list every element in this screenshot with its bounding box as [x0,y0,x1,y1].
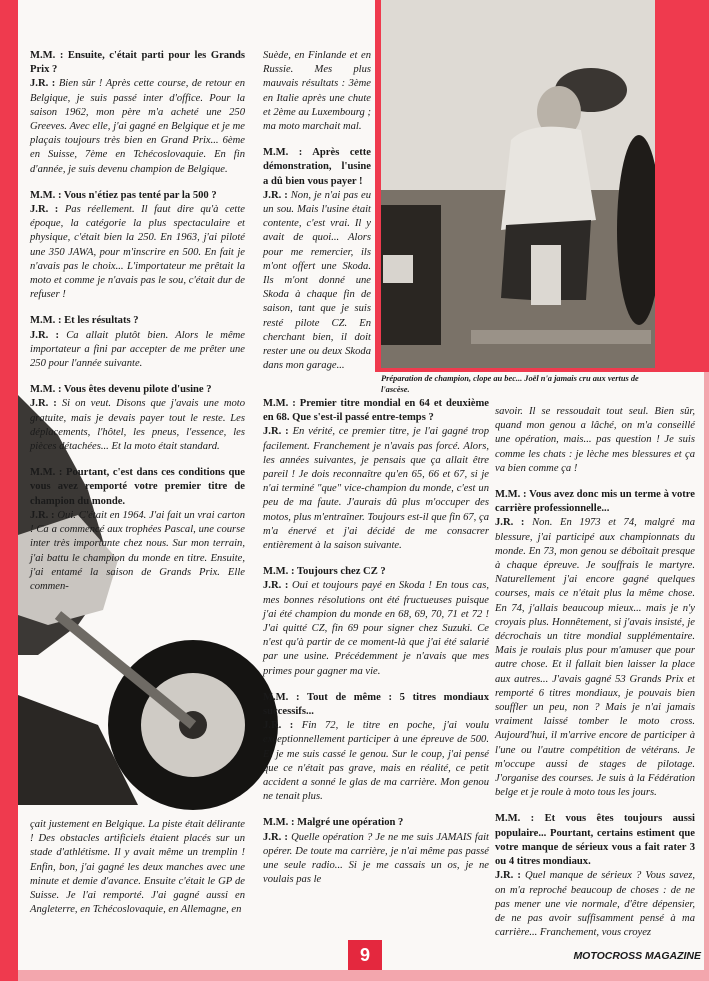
answer: Quel manque de sérieux ? Vous savez, on m'a reproché beaucoup de choses : de ne pas mener une vie normale, d'être dépensier, de ne pas avoir suffisamment pensé à ma carrière... Franchement, vous croyez [495,870,695,939]
qa-block [30,189,245,303]
answer: Non. En 1973 et 74, malgré ma blessure, j'ai participé aux championnats du monde. En 73, mon genou se déboîtait presque à chaque épreuve. Je souffrais le martyre. Naturellement j'ai encore gagné quelques courses, mais ce n'était plus la même chose. En 74, j'allais beaucoup mieux... mais je n'y croyais plus. Honnêtement, si j'avais insisté, je décrochais un titre mondial supplémentaire. Mais je roulais plus pour m'amuser que pour autre chose. Et il fallait bien laisser la place aux autres... J'avais gagné 53 Grands Prix et remporté 6 titres mondiaux, je pouvais bien souffler un peu, non ? Mais je n'ai jamais vraiment laissé tomber le moto cross. Aujourd'hui, il m'arrive encore de participer à l'une ou l'autre compétition de vétérans. Je m'occupe aussi de stages de pilotage. J'organise des courses. Je suis à la Fédération belge et je roule à moto tous les jours. [495,517,695,799]
qa-block [263,691,489,805]
answer-label: J.R. : [30,78,56,90]
left-red-border [0,0,18,981]
qa-block [30,49,245,177]
answer: Non, je n'ai pas eu un sou. Mais l'usine était contente, c'est vrai. Il y avait de quoi... Alors pour me remercier, ils m'ont offert une Skoda. Ils m'ont donné une Skoda à chaque fin de saison, tant que je suis resté pilote CZ. En cherchant bien, il doit rester une ou deux Skoda dans mon garage... [263,189,371,372]
question: M.M. : Pourtant, c'est dans ces conditions que vous avez remporté votre premier titre de champion du monde. [30,467,245,507]
answer-label: J.R. : [263,426,289,438]
qa-block [495,812,695,940]
answer-label: J.R. : [30,329,59,341]
column-2 [263,49,371,385]
question: M.M. : Après cette démonstration, l'usine a dû bien vous payer ! [263,147,371,187]
qa-block [263,397,489,553]
answer: Suède, en Finlande et en Russie. Mes plus mauvais résultats : 3ème en Italie après une chute et 2ème au Luxembourg ; ma moto marchait mal. [263,50,371,133]
answer-label: J.R. : [495,517,525,529]
question: M.M. : Ensuite, c'était parti pour les Grands Prix ? [30,50,245,76]
photo-caption: Préparation de champion, clope au bec... Joël n'a jamais cru aux vertus de l'ascèse. [381,374,639,394]
answer: Oui et toujours payé en Skoda ! En tous cas, mes bonnes résolutions ont été fructueuses puisque j'ai été champion du monde en 68, 69, 70, 71 et 72 ! J'ai quitté CZ, fin 69 pour signer chez Suzuki. Ce n'est qu'à partir de ce moment-là que j'ai été salarié par une usine. Précédemment je n'avais que mes primes pour gagner ma vie. [263,580,489,677]
page-number: 9 [348,940,382,970]
rider-photo-illustration [381,0,655,368]
answer-label: J.R. : [263,580,289,592]
question: M.M. : Vous êtes devenu pilote d'usine ? [30,384,212,396]
question: M.M. : Vous avez donc mis un terme à votre carrière professionnelle... [495,489,695,515]
question: M.M. : Premier titre mondial en 64 et deuxième en 68. Que s'est-il passé entre-temps ? [263,398,489,424]
column-1-continuation: çait justement en Belgique. La piste était délirante ! Des obstacles artificiels étaient placés sur un stade d'athlétisme. Il y avait même un tremplin ! Enfin, bon, j'ai gagné les deux manches avec une minute et demie d'avance. Ensuite c'était le GP de Suisse. Je l'ai remporté. J'ai gagné aussi en Angleterre, en Tchécoslovaquie, en Allemagne, en [30,819,245,916]
qa-block [263,816,489,887]
qa-block [30,466,245,594]
qa-block [263,146,371,373]
answer-label: J.R. : [30,398,57,410]
text-block [263,49,371,134]
question: M.M. : Malgré une opération ? [263,817,404,829]
question: M.M. : Vous n'étiez pas tenté par la 500 ? [30,189,217,201]
question: M.M. : Et vous êtes toujours aussi populaire... Pourtant, certains estiment que votre manque de sérieux vous a fait rater 3 ou 4 titres mondiaux. [495,813,695,868]
qa-block [30,383,245,454]
answer: Si on veut. Disons que j'avais une moto gratuite, mais je devais payer tout le reste. Les déplacements, l'hôtel, les pneus, l'essence, les pièces détachées... Et la moto était standard. [30,398,246,453]
answer: savoir. Il se ressoudait tout seul. Bien sûr, quand mon genou a lâché, on m'a conseillé une opération, mais... pas question ! Je suis comme les chats : je lèche mes blessures et ça va bien comme ça ! [495,406,695,474]
qa-block [495,488,695,800]
column-3 [263,397,489,900]
text-block [495,405,695,476]
qa-block [30,314,245,371]
question: M.M. : Toujours chez CZ ? [263,566,386,578]
answer-label: J.R. : [495,870,521,882]
question: M.M. : Et les résultats ? [30,315,139,327]
answer: Fin 72, le titre en poche, j'ai voulu exceptionnellement participer à une épreuve de 500. Et je me suis cassé le genou. Sur le coup, j'ai pensé que ce n'était pas grave, mais en réalité, ce petit accident a sonné le glas de ma carrière. Mon genou ne tenait plus. [263,720,489,803]
qa-block [263,565,489,679]
rider-photo [381,0,655,368]
question: M.M. : Tout de même : 5 titres mondiaux successifs... [263,691,489,718]
answer-label: J.R. : [263,720,294,732]
answer: En vérité, ce premier titre, je l'ai gagné trop facilement. Franchement je n'avais pas forcé. Alors, les années suivantes, je pensais que ça allait être pareil ! Je dois reconnaître qu'en 65, 66 et 67, si je n'ai terminé "que" vice-champion du monde, c'est un peu de ma faute. J'aurais dû plus m'occuper des motos, plus m'entraîner. Toujours est-il que fin 67, ça m'a énervé et j'ai décidé de me consacrer entièrement à la saison suivante. [263,426,489,552]
answer: Quelle opération ? Je ne me suis JAMAIS fait opérer. De toute ma carrière, je n'ai même pas passé une seule radio... Si je me cassais un os, je ne voulais pas le [263,831,489,886]
answer: Bien sûr ! Après cette course, de retour en Belgique, je suis passé inter d'office. Pour la saison 1962, mon père m'a acheté une 250 Greeves. Avec elle, j'ai gagné en Belgique et je me plaçais toujours très bien en Grand Prix... 6ème en Suisse, 7ème en Tchécoslovaquie. En fin d'année, je suis devenu champion de Belgique. [30,78,245,175]
column-1 [30,49,245,606]
answer-label: J.R. : [30,509,55,521]
answer-label: J.R. : [263,189,288,201]
answer: Ca allait plutôt bien. Alors le même importateur a fini par accepter de me prêter une 250 pour l'année suivante. [30,329,246,370]
answer-label: J.R. : [263,831,288,843]
answer: Oui. C'était en 1964. J'ai fait un vrai carton ! Ca a commencé aux trophées Pascal, une course inter très importante chez nous. Sur mon terrain, j'ai battu le champion du monde en titre. Ensuite, j'ai entamé la saison de Grands Prix. Elle commen- [30,509,246,592]
answer: Pas réellement. Il faut dire qu'à cette époque, la catégorie la plus spectaculaire et physique, c'était bien la 250. En 1963, j'ai piloté une 350 JAWA, pour m'inscrire en 500. En fait je n'avais pas le choix... L'importateur me prêtait la moto et comme je n'avais pas le sou, c'était dur de refuser ! [30,204,245,301]
column-4 [495,405,695,952]
magazine-name: MOTOCROSS MAGAZINE [573,950,701,962]
answer-label: J.R. : [30,204,59,216]
